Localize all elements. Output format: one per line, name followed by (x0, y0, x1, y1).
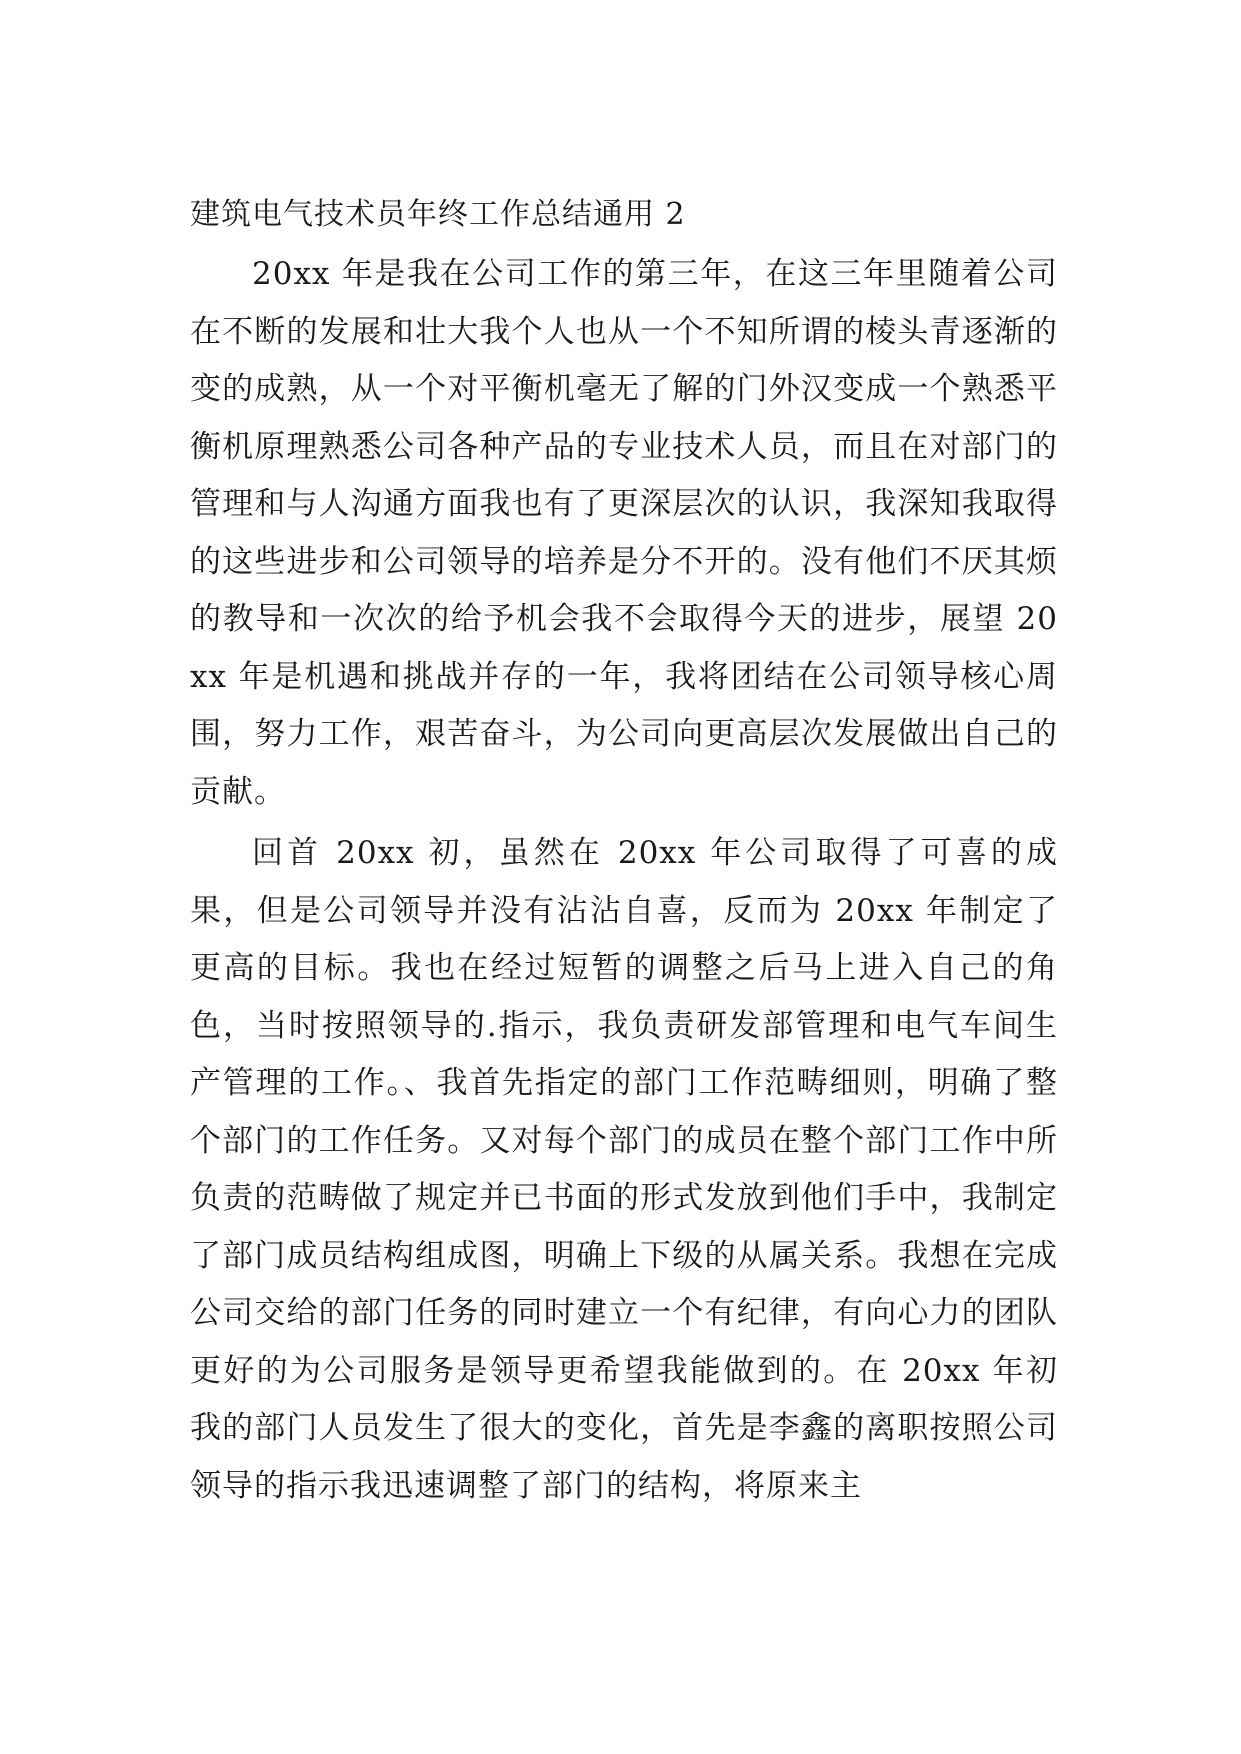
paragraph-2: 回首 20xx 初，虽然在 20xx 年公司取得了可喜的成果，但是公司领导并没有沾沾自喜，反而为 20xx 年制定了更高的目标。我也在经过短暂的调整之后马上进入自己的角色，当时按照领导的.指示，我负责研发部管理和电气车间生产管理的工作。、我首先指定的部门工作范畴细则，明确了整个部门的工作任务。又对每个部门的成员在整个部门工作中所负责的范畴做了规定并已书面的形式发放到他们手中，我制定了部门成员结构组成图，明确上下级的从属关系。我想在完成公司交给的部门任务的同时建立一个有纪律，有向心力的团队更好的为公司服务是领导更希望我能做到的。在 20xx 年初我的部门人员发生了很大的变化，首先是李鑫的离职按照公司领导的指示我迅速调整了部门的结构，将原来主 (190, 835, 1058, 1504)
document-body (190, 190, 1058, 1517)
paragraph-1: 20xx 年是我在公司工作的第三年，在这三年里随着公司在不断的发展和壮大我个人也从一个不知所谓的棱头青逐渐的变的成熟，从一个对平衡机毫无了解的门外汉变成一个熟悉平衡机原理熟悉公司各种产品的专业技术人员，而且在对部门的管理和与人沟通方面我也有了更深层次的认识，我深知我取得的这些进步和公司领导的培养是分不开的。没有他们不厌其烦的教导和一次次的给予机会我不会取得今天的进步，展望 20xx 年是机遇和挑战并存的一年，我将团结在公司领导核心周围，努力工作，艰苦奋斗，为公司向更高层次发展做出自己的贡献。 (190, 256, 1058, 810)
document-title: 建筑电气技术员年终工作总结通用 2 (190, 197, 686, 232)
